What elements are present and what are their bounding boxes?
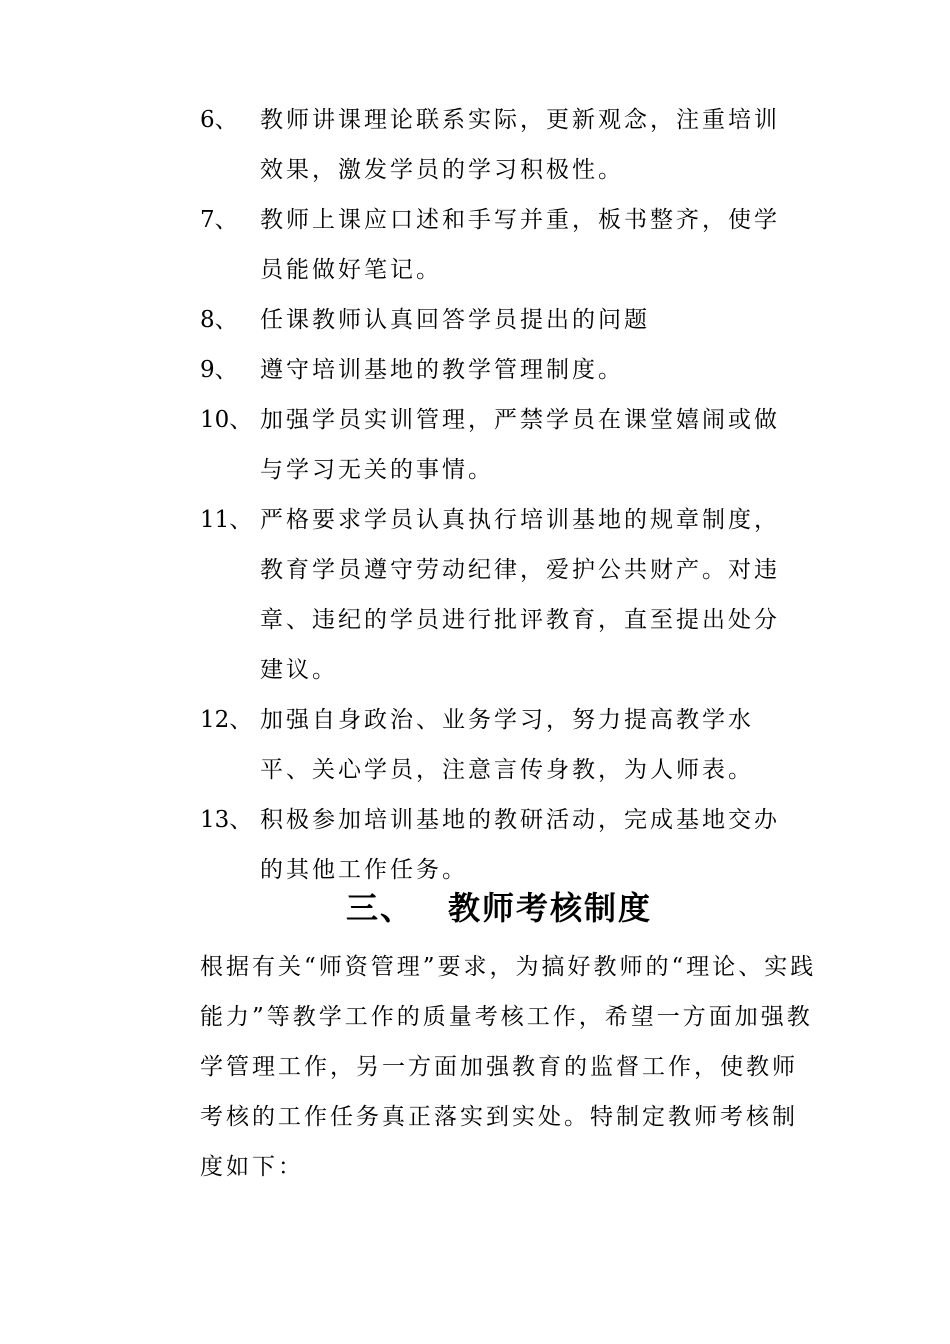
- list-item-number: 9、: [200, 357, 238, 383]
- list-item-text: 加强学员实训管理，严禁学员在课堂嬉闹或做与学习无关的事情。: [260, 407, 780, 483]
- list-item-number: 8、: [200, 307, 238, 333]
- list-item: [200, 395, 820, 495]
- list-item: [200, 95, 820, 195]
- list-item: [200, 295, 820, 345]
- list-item: [200, 495, 820, 695]
- list-item-number: 13、: [200, 807, 253, 833]
- list-item-text: 教师讲课理论联系实际，更新观念，注重培训效果，激发学员的学习积极性。: [260, 107, 780, 183]
- section-number: 三、: [346, 889, 415, 927]
- list-item-text: 严格要求学员认真执行培训基地的规章制度，教育学员遵守劳动纪律，爱护公共财产。对违章、违纪的学员进行批评教育，直至提出处分建议。: [260, 507, 780, 683]
- list-item-text: 积极参加培训基地的教研活动，完成基地交办的其他工作任务。: [260, 807, 780, 883]
- list-item: [200, 345, 820, 395]
- list-item-number: 7、: [200, 207, 238, 233]
- intro-paragraph: 根据有关“师资管理”要求，为搞好教师的“理论、实践能力”等教学工作的质量考核工作，希望一方面加强教学管理工作，另一方面加强教育的监督工作，使教师考核的工作任务真正落实到实处。特制定教师考核制度如下：: [200, 954, 817, 1180]
- list-item-number: 6、: [200, 107, 238, 133]
- list-item-text: 加强自身政治、业务学习，努力提高教学水平、关心学员，注意言传身教，为人师表。: [260, 707, 754, 783]
- list-item-text: 任课教师认真回答学员提出的问题: [260, 307, 650, 333]
- list-item-text: 遵守培训基地的教学管理制度。: [260, 357, 624, 383]
- list-item: [200, 195, 820, 295]
- list-item-number: 11、: [200, 507, 253, 533]
- list-item-number: 12、: [200, 707, 253, 733]
- section-title: 教师考核制度: [448, 889, 653, 927]
- list-item-text: 教师上课应口述和手写并重，板书整齐，使学员能做好笔记。: [260, 207, 780, 283]
- list-item: [200, 695, 820, 795]
- rules-list: [200, 95, 820, 895]
- list-item-number: 10、: [200, 407, 253, 433]
